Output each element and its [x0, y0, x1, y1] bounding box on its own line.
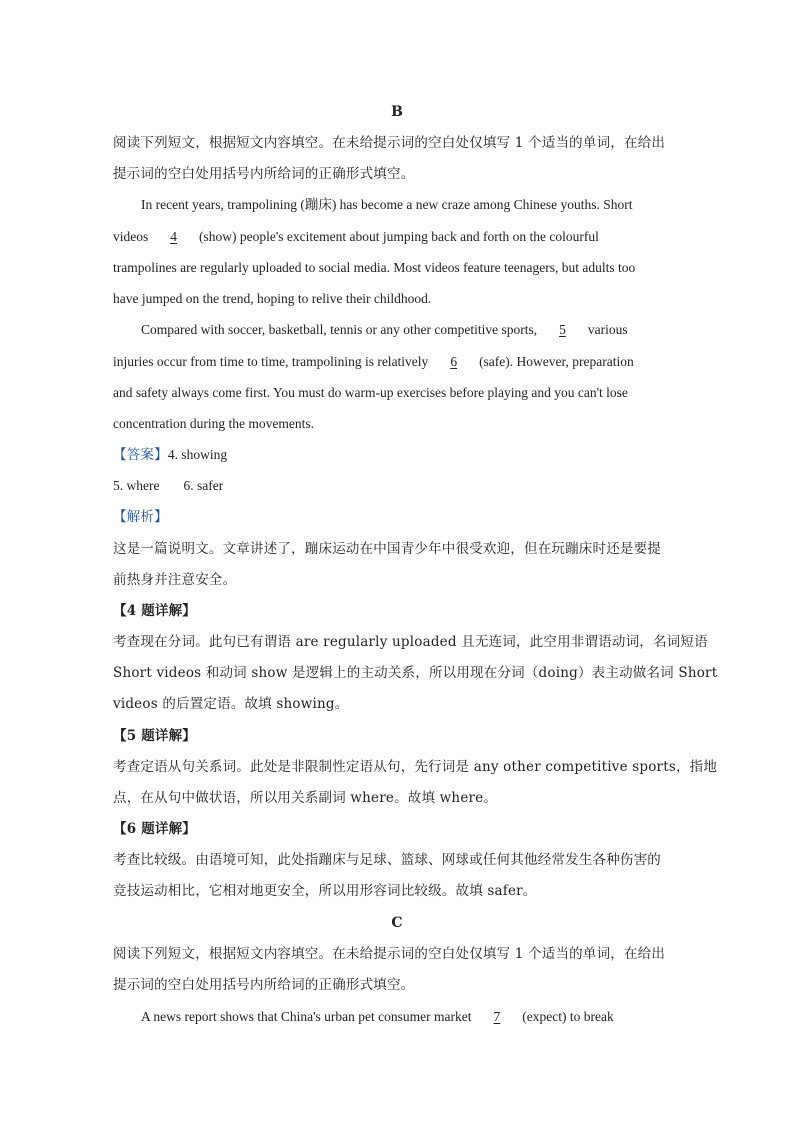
blank-6: 6 [450, 354, 458, 369]
q5-line-2: 点，在从句中做状语，所以用关系副词 where。故填 where。 [113, 790, 498, 806]
q4-line-2: Short videos 和动词 show 是逻辑上的主动关系，所以用现在分词（doing）表主动做名词 Short [113, 665, 718, 681]
q4-line-1: 考查现在分词。此句已有谓语 are regularly uploaded 且无连词，此空用非谓语动词，名词短语 [113, 634, 708, 650]
section-c-instructions-line-1: 阅读下列短文，根据短文内容填空。在未给提示词的空白处仅填写 1 个适当的单词，在给出 [113, 946, 666, 962]
section-b-instructions-line-2: 提示词的空白处用括号内所给词的正确形式填空。 [113, 166, 415, 182]
passage-text: (safe). However, preparation [475, 354, 634, 369]
q4-line-3: videos 的后置定语。故填 showing。 [113, 696, 349, 712]
passage-b-p1-line-1: In recent years, trampolining (蹦床) has become a new craze among Chinese youths. Short [141, 197, 633, 212]
analysis-line-2: 前热身并注意安全。 [113, 572, 237, 588]
answer-line-2 [113, 477, 683, 495]
q5-label: 【5 题详解】 [113, 728, 196, 744]
passage-text: videos [113, 229, 152, 244]
passage-b-p2-line-4: concentration during the movements. [113, 416, 314, 431]
answer-line [113, 446, 683, 464]
passage-text: (expect) to break [518, 1009, 614, 1024]
section-b-instructions-line-1: 阅读下列短文，根据短文内容填空。在未给提示词的空白处仅填写 1 个适当的单词，在给出 [113, 135, 666, 151]
section-b-heading: B [391, 104, 403, 120]
section-c-instructions-line-2: 提示词的空白处用括号内所给词的正确形式填空。 [113, 977, 415, 993]
answer-6: 6. safer [183, 478, 224, 493]
passage-text: Compared with soccer, basketball, tennis or any other competitive sports, [141, 322, 541, 337]
q6-label: 【6 题详解】 [113, 821, 196, 837]
analysis-label: 【解析】 [113, 509, 168, 525]
q4-label: 【4 题详解】 [113, 603, 196, 619]
blank-4: 4 [170, 229, 177, 244]
passage-b-p1-line-2 [113, 228, 683, 246]
passage-text: (show) people's excitement about jumping back and forth on the colourful [195, 229, 599, 244]
q6-line-1: 考查比较级。由语境可知，此处指蹦床与足球、篮球、网球或任何其他经常发生各种伤害的 [113, 852, 661, 868]
passage-b-p1-line-3: trampolines are regularly uploaded to social media. Most videos feature teenagers, but adults too [113, 260, 636, 275]
passage-c-line-1 [141, 1008, 711, 1026]
section-c-heading: C [391, 915, 403, 931]
answer-label: 【答案】 [113, 447, 168, 463]
passage-b-p2-line-1 [141, 321, 711, 339]
passage-text: injuries occur from time to time, trampolining is relatively [113, 354, 432, 369]
q5-line-1: 考查定语从句关系词。此处是非限制性定语从句，先行词是 any other competitive sports，指地 [113, 759, 718, 775]
passage-b-p2-line-2 [113, 353, 683, 371]
answer-4: 4. showing [167, 447, 228, 462]
passage-b-p2-line-3: and safety always come first. You must do warm-up exercises before playing and you can't lose [113, 385, 628, 400]
q6-line-2: 竞技运动相比，它相对地更安全，所以用形容词比较级。故填 safer。 [113, 883, 537, 899]
passage-text: A news report shows that China's urban pet consumer market [141, 1009, 475, 1024]
blank-7: 7 [493, 1009, 501, 1024]
analysis-line-1: 这是一篇说明文。文章讲述了，蹦床运动在中国青少年中很受欢迎，但在玩蹦床时还是要提 [113, 541, 661, 557]
passage-b-p1-line-4: have jumped on the trend, hoping to relive their childhood. [113, 291, 432, 306]
blank-5: 5 [559, 322, 566, 337]
passage-text: various [584, 322, 628, 337]
answer-5: 5. where [113, 478, 160, 493]
